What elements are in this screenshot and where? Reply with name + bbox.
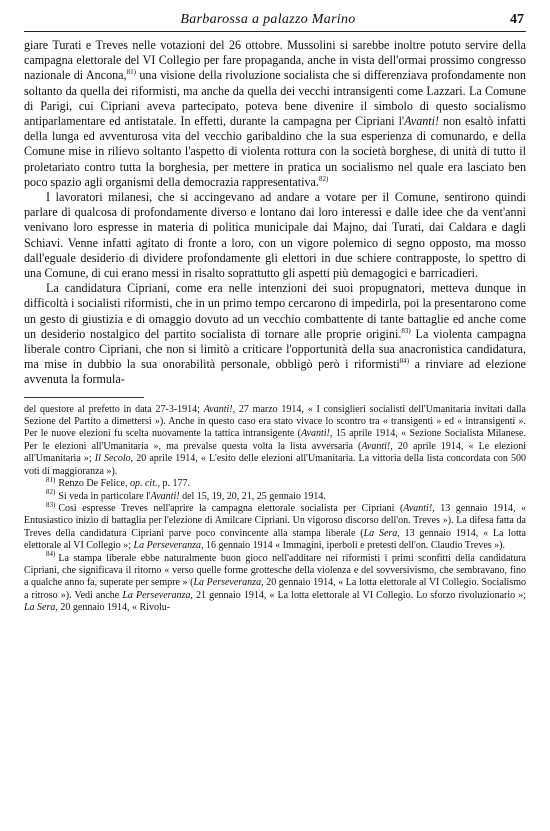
text-run: 13 gennaio 1914, « La lotta elettorale al VI Collegio »;: [24, 527, 526, 552]
text-run: una visione della rivoluzione socialista che si differenziava profondamente non soltanto da quella dei riformisti, ma anche da quella dei vecchi intransigenti come Lazzari. La Comune di Parigi, cui Cipriani aveva partecipato, poteva bene divenire il simbolo di questo socialismo antiparlamentare ed antistatale. In effetti, durante la campagna per Cipriani l': [24, 68, 526, 129]
italic-text: Avanti!,: [403, 502, 435, 514]
page-header: [24, 12, 526, 32]
page-number: 47: [510, 12, 524, 27]
paragraph: [24, 281, 526, 387]
italic-text: Avanti!,: [301, 428, 333, 440]
text-run: a rinviare ad elezione avvenuta la formula-: [24, 357, 527, 387]
running-title: Barbarossa a palazzo Marino: [180, 12, 356, 27]
footnote-number: 82): [46, 488, 56, 497]
footnote: [24, 488, 526, 503]
text-run: Così espresse Treves nell'aprire la campagna elettorale socialista per Cipriani (: [58, 502, 404, 514]
text-run: 20 gennaio 1914, « Rivolu-: [57, 602, 171, 614]
text-run: La violenta campagna liberale contro Cipriani, che non si limitò a criticare l'opportunità della sua anacronistica candidatura, ma mise in dubbio la sua onorabilità personale, obbligò però i riformisti: [24, 326, 527, 372]
text-run: giare Turati e Treves nelle votazioni del 26 ottobre. Mussolini si sarebbe inoltre potuto servire della campagna elettorale del VI Collegio per fare propaganda, anche in vista dell'ormai prossimo congresso nazionale di Ancona,: [24, 38, 526, 83]
footnote-number: 83): [46, 500, 56, 509]
footnote-divider: [24, 397, 144, 398]
footnote-reference: 81): [126, 68, 136, 77]
footnote: [24, 404, 526, 478]
text-run: del 15, 19, 20, 21, 25 gennaio 1914.: [179, 490, 326, 502]
italic-text: La Perseveranza,: [133, 540, 204, 552]
text-run: 20 aprile 1914, « Le elezioni all'Umanitaria »;: [24, 440, 526, 465]
italic-text: Avanti!: [404, 114, 440, 129]
text-run: 20 gennaio 1914, « La lotta elettorale al VI Collegio. Socialismo a ritroso »). Vedi anche: [24, 577, 526, 601]
text-run: Si veda in particolare l': [58, 490, 151, 502]
footnote: [24, 475, 526, 490]
footnote-number: 81): [46, 475, 56, 484]
paragraph: [24, 38, 526, 190]
text-run: I lavoratori milanesi, che si accingevano ad andare a votare per il Comune, sentirono quindi parlare di qualcosa di profondamente diverso e lontano dai loro interessi e dalle idee che da vent'anni venivano loro espresse in materia di politica municipale dai Majno, dai Turati, dai Caldara e dagli Schiavi. Venne infatti agitato di fronte a loro, con un vigore polemico di segno opposto, ma mosso dall'eguale desiderio di dividere profondamente gli elettori in due schiere contrapposte, lo spettro di una Comune, di cui erano messi in risalto soprattutto gli aspetti più demagogici e barricadieri.: [24, 190, 526, 281]
footnote-number: 84): [46, 550, 56, 559]
italic-text: Avanti!,: [203, 403, 236, 415]
text-run: 21 gennaio 1914, « La lotta elettorale al VI Collegio. Lo sforzo rivoluzionario »;: [192, 589, 526, 601]
italic-text: Avanti!: [150, 490, 180, 502]
body-text: [24, 38, 526, 388]
text-run: 20 aprile 1914, « L'esito delle elezioni all'Umanitaria. La vittoria della lista concordata con 500 voti di maggioranza »).: [24, 453, 527, 477]
italic-text: La Sera,: [363, 527, 400, 539]
text-run: La stampa liberale ebbe naturalmente buon gioco nell'additare nei riformisti i primi sconfitti della candidatura Cipriani, che significava il ritorno « verso quelle forme grottesche della violenza e del sovversivismo, che sembravano, fino a qualche anno fa, superate per sempre » (: [24, 552, 526, 589]
text-run: 15 aprile 1914, « Sezione Socialista Milanese. Per le elezioni all'Umanitaria », ma prevalse questa volta la lista avversaria (: [24, 428, 526, 452]
italic-text: La Sera,: [24, 602, 58, 614]
footnote-reference: 84): [399, 357, 410, 366]
footnote: [24, 500, 527, 553]
italic-text: op. cit.,: [129, 478, 160, 490]
footnote: [24, 550, 526, 615]
text-run: 27 marzo 1914, « I consiglieri socialisti dell'Umanitaria invitati dalla Sezione del Partito a dimettersi »). Anche in questo caso era stato vivace lo scontro tra « transigenti » ed « intransigenti ». Per le nuove elezioni fu scelta nuovamente la tattica intransigente (: [24, 403, 526, 440]
text-run: 13 gennaio 1914, « Entusiastico inizio di battaglia per l'elezione di Amilcare Cipriani. Un vigoroso discorso dell'on. Treves »). La difesa fatta da Treves della candidatura Cipriani parve poco convincente alla stampa liberale (: [24, 502, 527, 539]
text-run: 16 gennaio 1914 « Immagini, iperboli e pretesti dell'on. Claudio Treves »).: [203, 540, 505, 552]
italic-text: La Perseveranza,: [193, 577, 264, 589]
text-run: p. 177.: [159, 478, 190, 490]
italic-text: Il Secolo,: [94, 453, 134, 465]
text-run: non esaltò infatti della lunga ed avventurosa vita del vecchio garibaldino che la sua esperienza di comunardo, e della Comune mise in rilievo soltanto l'aspetto di violenta rottura con la società borghese, di unità di tutto il proletariato contro tutta la borghesia, per mettere in pratica un socialismo nel quale era lasciato ben poco spazio agli organismi della democrazia rappresentativa.: [24, 114, 526, 189]
text-run: del questore al prefetto in data 27-3-1914;: [24, 403, 204, 415]
text-run: Renzo De Felice,: [58, 478, 130, 490]
footnote-reference: 83): [401, 326, 411, 335]
footnote-reference: 82): [318, 174, 329, 183]
italic-text: La Perseveranza,: [122, 589, 193, 601]
italic-text: Avanti!,: [361, 440, 393, 452]
text-run: La candidatura Cipriani, come era nelle intenzioni dei suoi propugnatori, metteva dunque in difficoltà i socialisti riformisti, che in un primo tempo cercarono di impedirla, poi la presentarono come un gesto di giustizia e di omaggio dovuto ad un vecchio combattente di tante battaglie ed anche come un desiderio nostalgico del partito socialista di tornare alle proprie origini.: [24, 281, 526, 341]
footnotes: [24, 404, 526, 615]
paragraph: [24, 190, 526, 281]
